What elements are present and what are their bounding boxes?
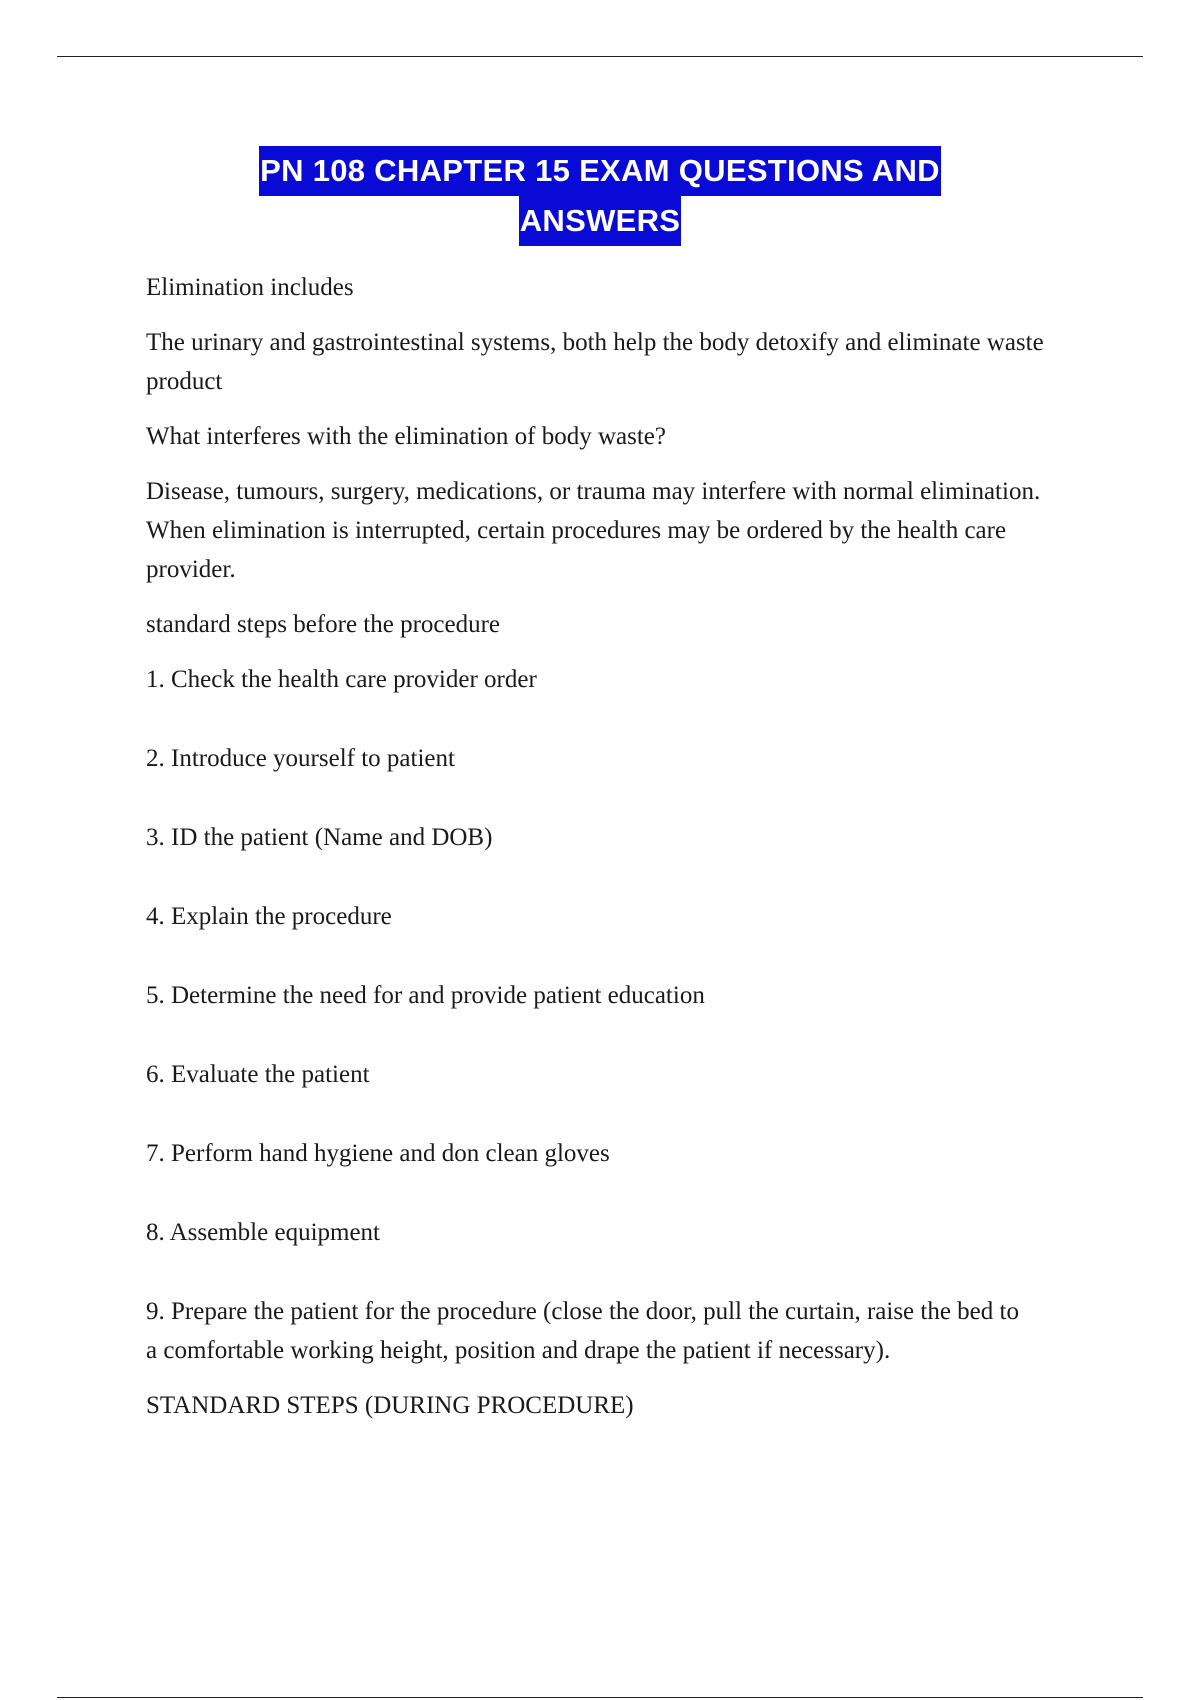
step-item: 2. Introduce yourself to patient: [146, 745, 455, 772]
step-item: 1. Check the health care provider order: [146, 666, 537, 693]
question-elimination: Elimination includes: [146, 274, 354, 301]
footer-rule: [57, 1697, 1143, 1698]
step-item: 9. Prepare the patient for the procedure (close the door, pull the curtain, raise the bed to a comfortable working height, position and drape the patient if necessary).: [146, 1298, 1019, 1364]
step-item: 8. Assemble equipment: [146, 1219, 380, 1246]
step-item: 5. Determine the need for and provide patient education: [146, 982, 705, 1009]
step-item: 6. Evaluate the patient: [146, 1061, 370, 1088]
step-item: 4. Explain the procedure: [146, 903, 392, 930]
title-line-1: PN 108 CHAPTER 15 EXAM QUESTIONS AND: [259, 146, 941, 196]
header-rule: [57, 56, 1143, 57]
document-body: [146, 268, 1086, 1441]
step-item: 7. Perform hand hygiene and don clean gloves: [146, 1140, 610, 1167]
steps-list: [146, 660, 1086, 1370]
question-during-procedure: STANDARD STEPS (DURING PROCEDURE): [146, 1392, 634, 1419]
page-title: [0, 146, 1200, 246]
answer-interferes: Disease, tumours, surgery, medications, or trauma may interfere with normal elimination. When elimination is interrupted, certain procedures may be ordered by the health care provider.: [146, 478, 1041, 583]
answer-elimination: The urinary and gastrointestinal systems, both help the body detoxify and eliminate waste product: [146, 329, 1044, 395]
question-interferes: What interferes with the elimination of body waste?: [146, 423, 666, 450]
step-item: 3. ID the patient (Name and DOB): [146, 824, 493, 851]
question-standard-steps: standard steps before the procedure: [146, 611, 501, 638]
title-line-2: ANSWERS: [519, 196, 682, 246]
